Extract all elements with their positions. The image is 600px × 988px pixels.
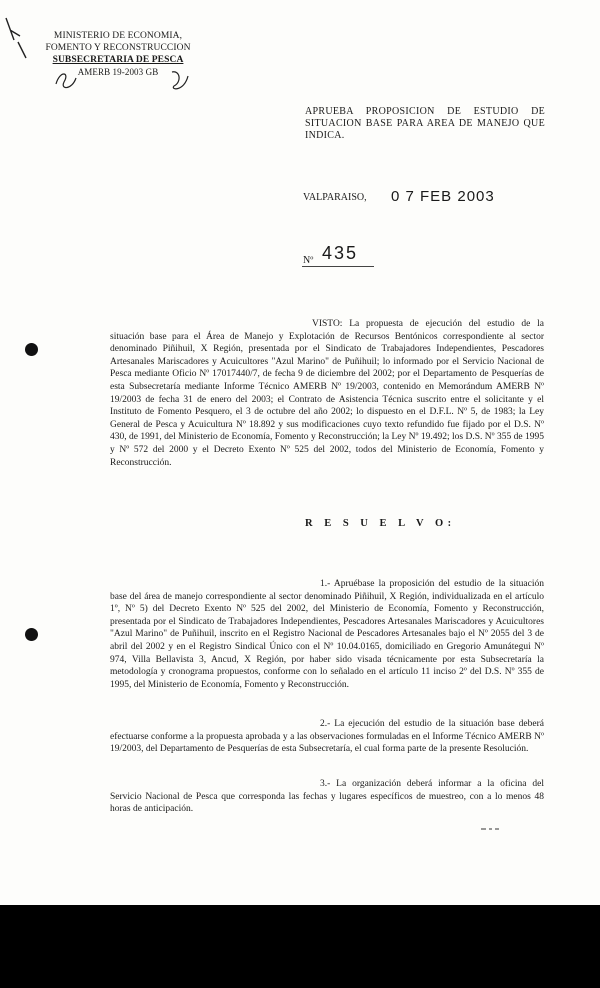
continuation-mark-icon xyxy=(480,826,500,832)
resolution-number-label: Nº xyxy=(303,255,314,266)
article-2: 2.- La ejecución del estudio de la situación base deberá efectuarse conforme a la propuesta aprobada y a las observaciones formuladas en el Informe Técnico AMERB Nº 19/2003, del Departamento de Pesquerías de esta Subsecretaría, el cual forma parte de la presente Resolución. xyxy=(110,719,544,755)
number-underline xyxy=(302,266,374,267)
document-subject: APRUEBA PROPOSICION DE ESTUDIO DE SITUACION BASE PARA AREA DE MANEJO QUE INDICA. xyxy=(305,106,545,141)
ministry-name: MINISTERIO DE ECONOMIA, xyxy=(53,31,183,41)
resuelvo-heading: R E S U E L V O: xyxy=(305,518,456,529)
scan-border xyxy=(0,905,600,988)
resolution-number: 435 xyxy=(322,243,359,263)
dateline-place: VALPARAISO, xyxy=(303,192,367,203)
subsecretaria-name: SUBSECRETARIA DE PESCA xyxy=(52,55,184,65)
handwritten-initials-icon xyxy=(52,66,202,96)
ministry-name-cont: FOMENTO Y RECONSTRUCCION xyxy=(45,43,191,53)
article-3: 3.- La organización deberá informar a la oficina del Servicio Nacional de Pesca que corresponda las fechas y lugares específicos de muestreo, con a lo menos 48 horas de anticipación. xyxy=(110,779,544,815)
article-1: 1.- Apruébase la proposición del estudio de la situación base del área de manejo correspondiente al sector denominado Piñihuil, X Región, individualizada en el artículo 1º, Nº 5) del Decreto Exento Nº 525 del 2002, del Ministerio de Economía, Fomento y Reconstrucción, presentada por el Sindicato de Trabajadores Independientes, Pescadores Artesanales Mariscadores y Acuicultores "Azul Marino" de Puñihuil, inscrito en el Registro Nacional de Pescadores Artesanales bajo el Nº 2055 del 3 de abril del 2002 y en el Registro Sindical Único con el Nº 10.04.0165, domiciliado en Gregorio Amunátegui Nº 974, Villa Bellavista 3, Ancud, X Región, por haber sido visada técnicamente por esta Subsecretaría la metodología y cronograma propuestos, conforme con lo señalado en el artículo 11 inciso 2º del D.S. Nº 355 de 1995, del Ministerio de Economía, Fomento y Reconstrucción. xyxy=(110,579,544,690)
reference-code: AMERB 19-2003 GB xyxy=(77,67,159,77)
punch-hole-icon xyxy=(25,628,38,641)
scan-artifact-icon xyxy=(4,14,34,60)
visto-paragraph: VISTO: La propuesta de ejecución del estudio de la situación base para el Área de Manejo y Explotación de Recursos Bentónicos correspondiente al sector denominado Piñihuil, X Región, presentada por el Sindicato de Trabajadores Independientes, Pescadores Artesanales Mariscadores y Acuicultores "Azul Marino" de Puñihuil; lo informado por el Servicio Nacional de Pesca mediante Oficio Nº 17017440/7, de fecha 9 de diciembre del 2002; por el Departamento de Pesquerías de esta Subsecretaría mediante Informe Técnico AMERB Nº 19/2003, contenido en Memorándum AMERB Nº 19/2003 de fecha 31 de enero del 2003; el Contrato de Asistencia Técnica suscrito entre el solicitante y el Instituto de Fomento Pesquero, el 3 de octubre del año 2002; lo dispuesto en el D.F.L. Nº 5, de 1983; la Ley General de Pesca y Acuicultura Nº 18.892 y sus modificaciones cuyo texto refundido fue fijado por el D.S. Nº 430, de 1991, del Ministerio de Economía, Fomento y Reconstrucción; la Ley Nº 19.492; los D.S. Nº 355 de 1995 y Nº 572 del 2000 y el Decreto Exento Nº 525 del 2002, todos del Ministerio de Economía, Fomento y Reconstrucción. xyxy=(110,319,544,468)
date-stamp: 0 7 FEB 2003 xyxy=(391,188,495,205)
punch-hole-icon xyxy=(25,343,38,356)
